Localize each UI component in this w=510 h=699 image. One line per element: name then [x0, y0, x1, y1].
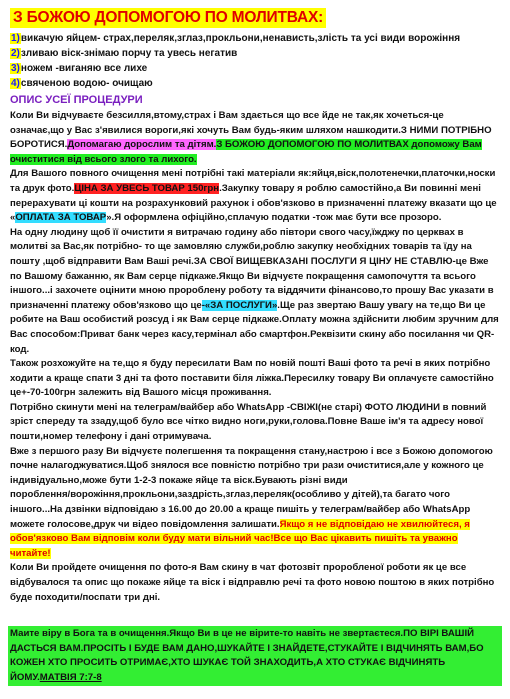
paragraph-intro [10, 109, 500, 167]
payment-purpose-highlight: ОПЛАТА ЗА ТОВАР [15, 212, 107, 224]
list-number: 3) [11, 63, 20, 74]
list-text: зливаю віск-знімаю порчу та увесь негатив [20, 48, 238, 59]
highlight-pink: Допомагаю дорослим та дітям. [67, 139, 217, 151]
paragraph-contact [10, 488, 500, 561]
paragraph-text: Коли Ви відчуваєте безсилля,втому,страх і Вам здається що все йде не так,як хочеться-це означає,що у Вас з'явилися вороги,які хочуть Вам будь-яким шляхом нашкодити.З НИМИ ПОТРІБНО БОРОТИСЯ. [10, 110, 492, 151]
paragraph-report: Коли Ви пройдете очищення по фото-я Вам скину в чат фотозвіт проробленої роботи як це все відбувалося та опис що покаже яйце та віск і відправлю речі та фото новою поштою в яких потрібно буде походити/поспати три дні. [10, 562, 495, 603]
highlight-green: З БОЖОЮ ДОПОМОГОЮ ПО МОЛИТВАХ допоможу Вам очиститися від всього злого та лихого. [10, 139, 482, 165]
list-item [10, 31, 500, 46]
services-highlight: -«ЗА ПОСЛУГИ» [201, 299, 278, 311]
list-number: 2) [11, 48, 20, 59]
list-item [10, 61, 500, 76]
services-list [10, 31, 500, 91]
list-text: ножем -виганяю все лихе [20, 63, 148, 74]
list-item [10, 76, 500, 91]
paragraph-results: Вже з першого разу Ви відчуєте полегшення та покращення стану,настрою і все з Божою допомогою почне налагоджуватися.Щоб знялося все повністю потрібно три рази очиститися,але у кожного це індивідуально,може бути 1-2-3 покаже яйце та віск.Бувають різні види [10, 445, 493, 486]
paragraph-photo: Потрібно скинути мені на телеграм/вайбер або WhatsApp -СВІЖІ(не старі) ФОТО ЛЮДИНИ в повний зріст спереду та ззаду,щоб було все чітко видно ноги,руки,голова.Повне Ваше ім'я та адресу нової пошти,номер телефону і дані отримувача. [10, 401, 487, 443]
list-item [10, 46, 500, 61]
scripture-reference: МАТВІЯ 7:7-8 [39, 671, 102, 683]
paragraph-service [10, 226, 500, 357]
list-number: 1) [11, 33, 20, 44]
list-number: 4) [11, 78, 20, 89]
faith-quote-box [8, 626, 502, 686]
list-text: свяченою водою- очищаю [20, 78, 153, 89]
quote-text: Маите віру в Бога та в очищення.Якщо Ви в це не вірите-то навіть не звертаєтеся.ПО ВІРІ ВАШІЙ ДАСТЬСЯ ВАМ.ПРОСІТЬ І БУДЕ ВАМ ДАНО,ШУКАЙТЕ І ЗНАЙДЕТЕ,СТУКАЙТЕ І ВІДЧИНЯТЬ ВАМ,БО КОЖЕН ХТО ПРОСИТЬ ОТРИМАЄ,ХТО ШУКАЄ ТОЙ ЗНАХОДИТЬ,А ХТО СТУКАЄ ВІДЧИНЯТЬ ЙОМУ. [10, 628, 484, 683]
paragraph-text: На одну людину щоб її очистити я витрачаю годину або півтори свого часу,їжджу по церквах в молитві за Вас,як потрібно- то ще замовляю служби,роблю закупку необхідних товарів та їду на пошту ,щоб відправити Вам Ваші речі.ЗА СВОЇ ВИЩЕВКАЗАНІ ПОСЛУГИ Я ЦІНУ НЕ СТАВЛЮ-це Вже по Вашому бажанню, як Вам серце підкаже.Якщо Ви відчуєте покращення самопочуття та всього іншого...і захочете оцінити мною пророблену роботу та віддячити фінансово,то прошу Вас указати в призначенні платежу обов'язково що це [10, 226, 494, 311]
paragraph-text: пороблення/ворожіння,прокльони,заздрість,зглаз,переляк(особливо у дітей),та багато чого іншого...На дзвінки відповідаю з 16.00 до 20.00 а краще пишіть у телеграм/вайбер або WhatsApp можете голосове,друк чи відео повідомлення залишати. [10, 489, 471, 530]
page-title: З БОЖОЮ ДОПОМОГОЮ ПО МОЛИТВАХ: [10, 8, 326, 28]
paragraph-materials [10, 167, 500, 225]
paragraph-shipping: Також розхожуйте на те,що я буду пересилати Вам по новій пошті Ваші фото та речі в яких потрібно ходити а краще спати 3 дні та фото поставити біля ліжка.Пересилку товару Ви оплачуєте самостійно це+-70-100грн залежить від Вашого місця проживання. [10, 358, 494, 399]
list-text: викачую яйцем- страх,переляк,зглаз,прокльони,ненависть,злість та усі види ворожіння [20, 33, 461, 44]
paragraph-text: .Ще раз звертаю Вашу увагу на те,що Ви це робите на Ваш особистий розсуд і як Вам серце підкаже.Оплату можна здійснити любим зручним для Вас способом:Приват банк через касу,термінал або смартфон.Реквізити скину або посилання чи QR-код. [10, 299, 499, 355]
paragraph-text: .Закупку товару я роблю самостійно,а Ви повинні мені перерахувати ці кошти на розрахунковий рахунок і обов'язково в призначенні платежу вказати що це « [10, 182, 497, 224]
paragraph-text: Для Вашого повного очищення мені потрібні такі матеріали як:яйця,віск,полотенечки,платочки,носки та друк фото. [10, 168, 496, 194]
section-subtitle: ОПИС УСЕЇ ПРОЦЕДУРИ [10, 94, 143, 106]
price-highlight: ЦІНА ЗА УВЕСЬ ТОВАР 150грн [74, 182, 220, 194]
notice-highlight: Якщо я не відповідаю не хвилюйтеся, я обов'язково Вам відповім коли буду мати вільний час!Все що Вас цікавить пишіть та уважно читайте! [10, 518, 470, 559]
paragraph-text: ».Я оформлена офіційно,сплачую податки -тож має бути все прозоро. [106, 212, 442, 224]
